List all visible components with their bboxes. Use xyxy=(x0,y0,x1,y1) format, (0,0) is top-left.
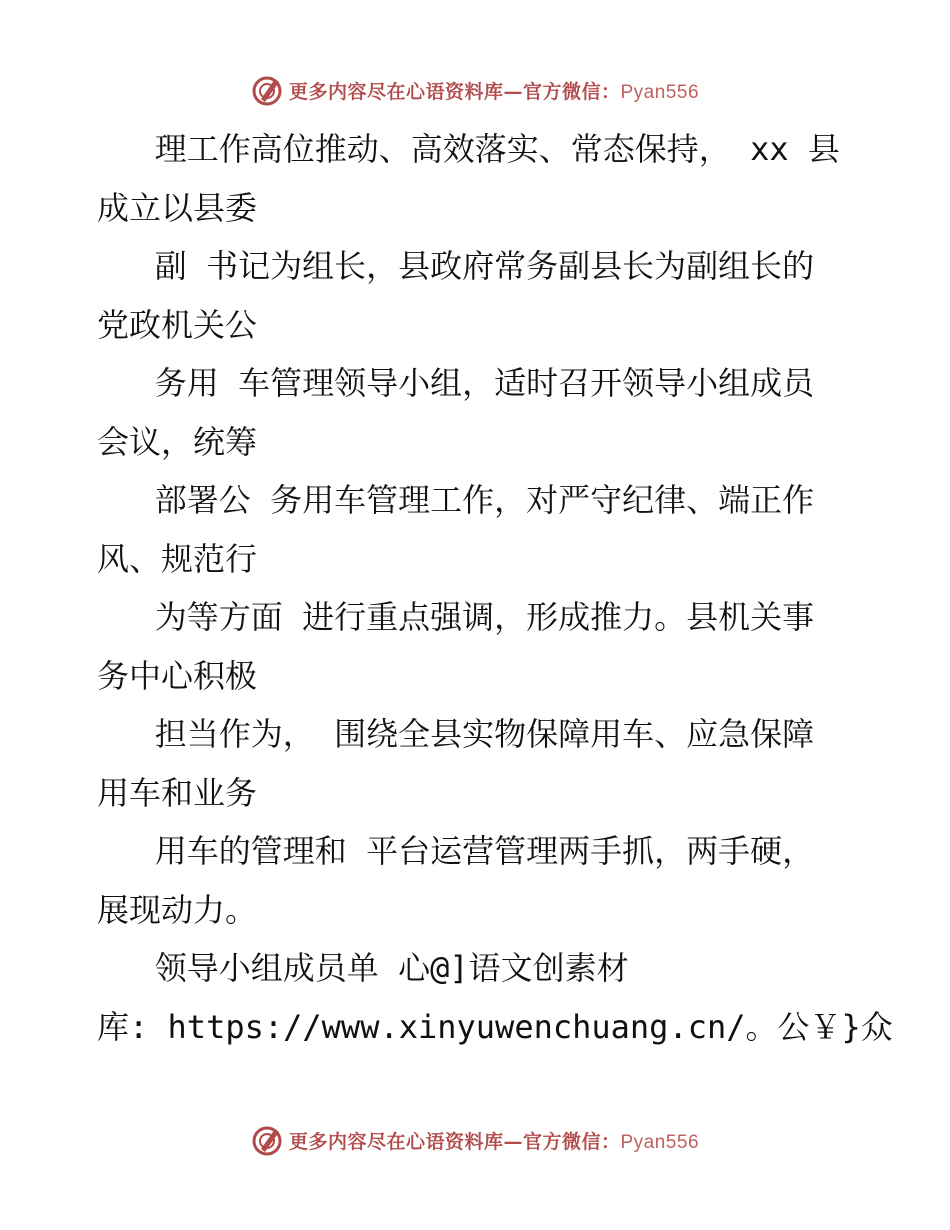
text-line: 领导小组成员单 心@]语文创素材 xyxy=(97,949,629,987)
pen-logo-icon xyxy=(251,1123,285,1157)
text-line: 用车和业务 xyxy=(97,773,258,812)
text-line: 党政机关公 xyxy=(97,305,258,344)
text-line: 担当作为， 围绕全县实物保障用车、应急保障 xyxy=(97,715,815,753)
watermark-text: 更多内容尽在心语资料库—官方微信：Pyan556 xyxy=(288,80,700,103)
header-watermark xyxy=(0,70,950,110)
text-line: 用车的管理和 平台运营管理两手抓，两手硬， xyxy=(97,832,815,870)
watermark-text: 更多内容尽在心语资料库—官方微信：Pyan556 xyxy=(288,1130,700,1153)
footer-watermark xyxy=(0,1120,950,1160)
text-line: 部署公 务用车管理工作，对严守纪律、端正作 xyxy=(97,481,815,519)
text-line: 务用 车管理领导小组，适时召开领导小组成员 xyxy=(97,364,815,402)
text-line: 为等方面 进行重点强调，形成推力。县机关事 xyxy=(97,598,815,636)
text-line: 理工作高位推动、高效落实、常态保持， xx 县 xyxy=(97,130,840,168)
text-line: 务中心积极 xyxy=(97,656,258,695)
text-line: 会议，统筹 xyxy=(97,422,258,461)
text-line: 副 书记为组长，县政府常务副县长为副组长的 xyxy=(97,247,815,285)
text-line: 库: https://www.xinyuwenchuang.cn/。公￥}众 xyxy=(97,1007,893,1046)
text-line: 成立以县委 xyxy=(97,188,258,227)
text-line: 展现动力。 xyxy=(97,890,258,929)
text-line: 风、规范行 xyxy=(97,539,258,578)
document-body xyxy=(97,120,897,1056)
pen-logo-icon xyxy=(251,73,285,107)
